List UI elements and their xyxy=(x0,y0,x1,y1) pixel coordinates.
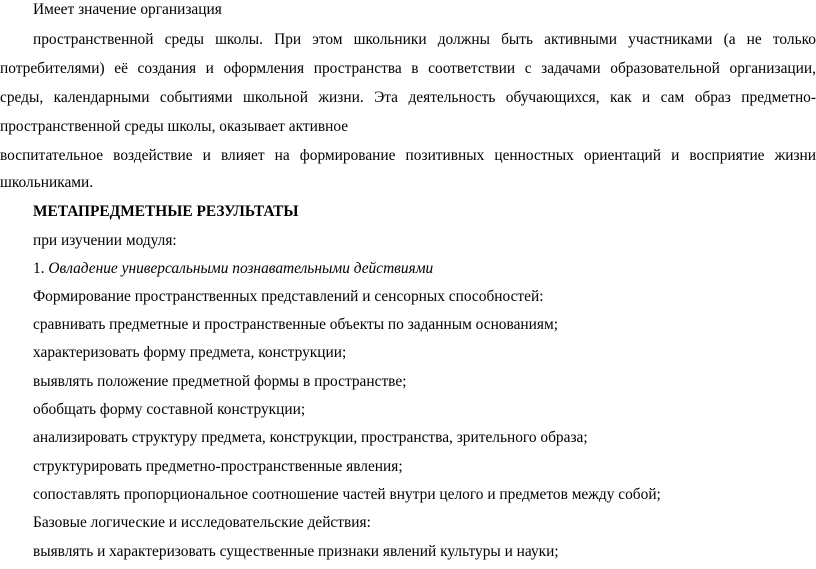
paragraph-line: потребителями) её создания и оформления пространства в соответствии с задачами образовательной организации, xyxy=(0,60,816,77)
paragraph-line: пространственной среды школы, оказывает активное xyxy=(0,118,349,135)
paragraph-line: среды, календарными событиями школьной жизни. Эта деятельность обучающихся, как и сам образ предметно- xyxy=(0,89,816,106)
paragraph-line: Базовые логические и исследовательские действия: xyxy=(33,514,371,531)
list-number: 1. xyxy=(33,260,45,277)
list-item: выявлять положение предметной формы в пространстве; xyxy=(33,373,407,390)
list-item: выявлять и характеризовать существенные признаки явлений культуры и науки; xyxy=(33,543,559,560)
list-item: обобщать форму составной конструкции; xyxy=(33,401,306,418)
paragraph-line: Формирование пространственных представлений и сенсорных способностей: xyxy=(33,288,544,305)
list-item: сравнивать предметные и пространственные объекты по заданным основаниям; xyxy=(33,316,558,333)
paragraph-line: Имеет значение организация xyxy=(33,1,222,18)
paragraph-line: пространственной среды школы. При этом школьники должны быть активными участниками (а не только xyxy=(33,31,816,48)
subheading-italic: Овладение универсальными познавательными действиями xyxy=(48,260,434,277)
list-item: характеризовать форму предмета, конструкции; xyxy=(33,344,347,361)
paragraph-line: школьниками. xyxy=(0,174,94,191)
list-item: сопоставлять пропорциональное соотношение частей внутри целого и предметов между собой; xyxy=(33,486,661,503)
list-item-numbered xyxy=(33,260,816,278)
list-item: анализировать структуру предмета, конструкции, пространства, зрительного образа; xyxy=(33,429,588,446)
paragraph-line: при изучении модуля: xyxy=(33,232,177,249)
paragraph-line: воспитательное воздействие и влияет на формирование позитивных ценностных ориентаций и восприятие жизни xyxy=(0,147,816,164)
list-item: структурировать предметно-пространственные явления; xyxy=(33,458,403,475)
section-heading: МЕТАПРЕДМЕТНЫЕ РЕЗУЛЬТАТЫ xyxy=(33,203,299,220)
